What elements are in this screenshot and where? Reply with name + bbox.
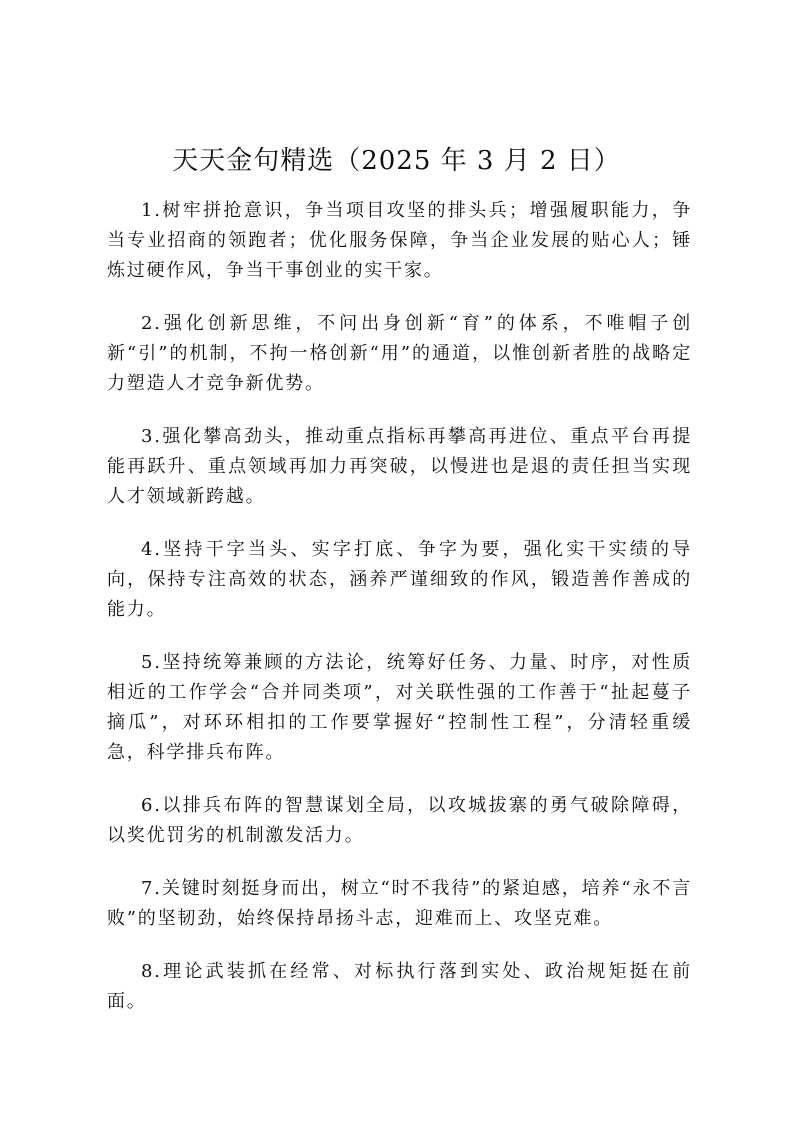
paragraph-6: 6.以排兵布阵的智慧谋划全局，以攻城拔寨的勇气破除障碍，以奖优罚劣的机制激发活力。 [107, 795, 692, 846]
paragraph-2: 2.强化创新思维，不问出身创新“育”的体系，不唯帽子创新“引”的机制，不拘一格创新“用”的通道，以惟创新者胜的战略定力塑造人才竞争新优势。 [107, 313, 692, 394]
paragraph-8: 8.理论武装抓在经常、对标执行落到实处、政治规矩挺在前面。 [107, 961, 692, 1012]
paragraph-1: 1.树牢拼抢意识，争当项目攻坚的排头兵；增强履职能力，争当专业招商的领跑者；优化服务保障，争当企业发展的贴心人；锤炼过硬作风，争当干事创业的实干家。 [107, 200, 692, 281]
paragraph-3: 3.强化攀高劲头，推动重点指标再攀高再进位、重点平台再提能再跃升、重点领域再加力再突破，以慢进也是退的责任担当实现人才领域新跨越。 [107, 426, 692, 507]
paragraph-7: 7.关键时刻挺身而出，树立“时不我待”的紧迫感，培养“永不言败”的坚韧劲，始终保持昂扬斗志，迎难而上、攻坚克难。 [107, 878, 692, 929]
page-title: 天天金句精选（2025 年 3 月 2 日） [172, 146, 621, 176]
paragraph-5: 5.坚持统筹兼顾的方法论，统筹好任务、力量、时序，对性质相近的工作学会“合并同类项”，对关联性强的工作善于“扯起蔓子摘瓜”，对环环相扣的工作要掌握好“控制性工程”，分清轻重缓急，科学排兵布阵。 [107, 652, 692, 763]
paragraph-4: 4.坚持干字当头、实字打底、争字为要，强化实干实绩的导向，保持专注高效的状态，涵养严谨细致的作风，锻造善作善成的能力。 [107, 539, 692, 620]
document-body [107, 196, 692, 1040]
